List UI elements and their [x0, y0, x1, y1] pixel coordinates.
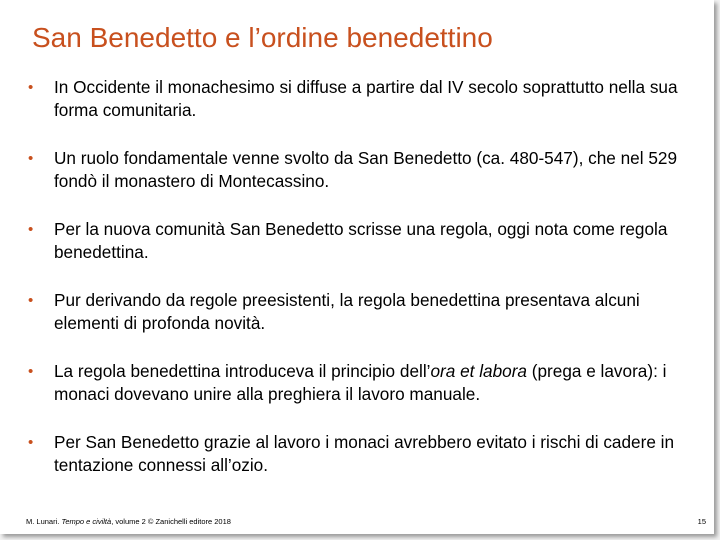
bullet-item — [28, 218, 700, 264]
bullet-item — [28, 289, 700, 335]
bullet-text: Per la nuova comunità San Benedetto scrisse una regola, oggi nota come regola benedettina. — [54, 219, 668, 262]
bullet-icon: • — [28, 434, 34, 451]
footer-author: M. Lunari. — [26, 517, 62, 526]
bullet-text-emphasis: ora et labora — [430, 361, 527, 381]
bullet-icon: • — [28, 363, 34, 380]
bullet-item — [28, 360, 700, 406]
bullet-text — [54, 361, 666, 404]
footer-publisher: , volume 2 © Zanichelli editore 2018 — [111, 517, 231, 526]
bullet-icon: • — [28, 150, 34, 167]
bullet-text: Un ruolo fondamentale venne svolto da San Benedetto (ca. 480-547), che nel 529 fondò il monastero di Montecassino. — [54, 148, 677, 191]
bullet-text-pre: La regola benedettina introduceva il principio dell’ — [54, 361, 431, 381]
bullet-text-post: (prega e lavora): i monaci dovevano unire alla preghiera il lavoro manuale. — [54, 361, 667, 404]
bullet-list — [28, 76, 700, 502]
bullet-icon: • — [28, 221, 34, 238]
bullet-item — [28, 431, 700, 477]
bullet-text: Per San Benedetto grazie al lavoro i monaci avrebbero evitato i rischi di cadere in tentazione connessi all’ozio. — [54, 432, 675, 475]
page-number: 15 — [697, 517, 706, 526]
bullet-icon: • — [28, 292, 34, 309]
bullet-icon: • — [28, 79, 34, 96]
bullet-item — [28, 76, 700, 122]
bullet-text: Pur derivando da regole preesistenti, la regola benedettina presentava alcuni elementi di profonda novità. — [54, 290, 640, 333]
footer-book-title: Tempo e civiltà — [61, 517, 112, 526]
bullet-text: In Occidente il monachesimo si diffuse a partire dal IV secolo soprattutto nella sua forma comunitaria. — [54, 77, 678, 120]
slide-title: San Benedetto e l’ordine benedettino — [32, 22, 493, 53]
footer-citation — [26, 517, 231, 526]
bullet-item — [28, 147, 700, 193]
